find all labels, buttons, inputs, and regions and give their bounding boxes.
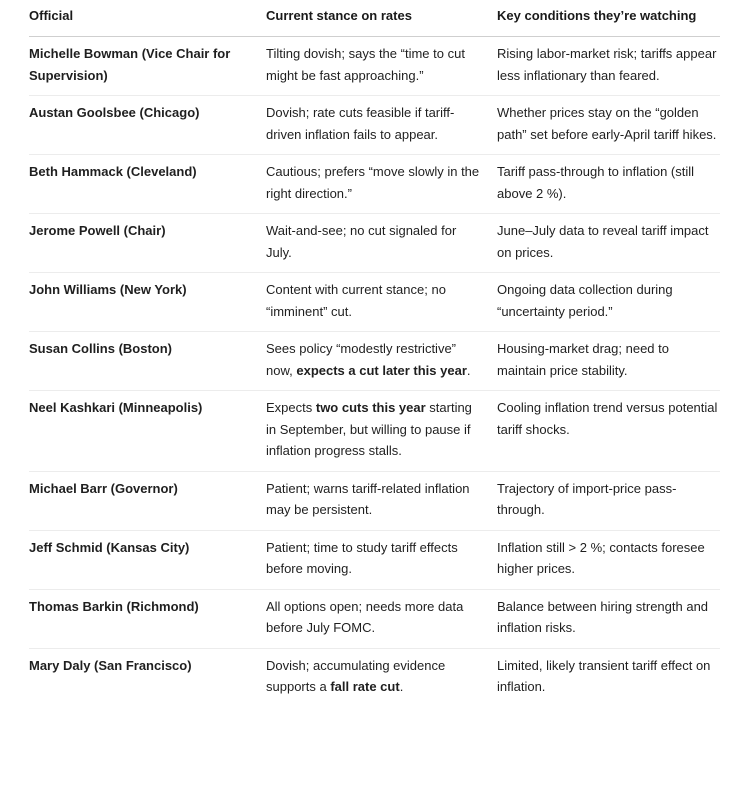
stance-cell: Dovish; rate cuts feasible if tariff-driven inflation fails to appear. [266, 96, 497, 155]
table-row [29, 273, 720, 332]
stance-text: starting in September, but willing to pause if inflation progress stalls. [266, 400, 472, 458]
table-row [29, 96, 720, 155]
table-row [29, 155, 720, 214]
stance-cell: Content with current stance; no “imminent” cut. [266, 273, 497, 332]
table-row [29, 37, 720, 96]
official-cell: Neel Kashkari (Minneapolis) [29, 391, 266, 472]
conditions-cell: Whether prices stay on the “golden path” set before early-April tariff hikes. [497, 96, 720, 155]
table-row [29, 332, 720, 391]
stance-cell: All options open; needs more data before July FOMC. [266, 589, 497, 648]
header-official: Official [29, 0, 266, 37]
table-row [29, 214, 720, 273]
stance-emphasis: fall rate cut [330, 679, 400, 694]
table-row [29, 471, 720, 530]
conditions-cell: Rising labor-market risk; tariffs appear less inflationary than feared. [497, 37, 720, 96]
official-cell: Michael Barr (Governor) [29, 471, 266, 530]
table-row [29, 391, 720, 472]
conditions-cell: Balance between hiring strength and inflation risks. [497, 589, 720, 648]
official-cell: Mary Daly (San Francisco) [29, 657, 192, 673]
stance-text: . [399, 679, 404, 694]
stance-text: Dovish; accumulating evidence supports a [266, 657, 446, 694]
official-cell: John Williams (New York) [29, 273, 266, 332]
stance-cell [266, 332, 497, 391]
official-cell: Austan Goolsbee (Chicago) [29, 96, 266, 155]
official-cell: Susan Collins (Boston) [29, 332, 266, 391]
table-row [29, 589, 720, 648]
stance-emphasis: two cuts this year [315, 400, 426, 415]
stance-cell: Tilting dovish; says the “time to cut might be fast approaching.” [266, 37, 497, 96]
header-conditions: Key conditions they’re watching [497, 0, 720, 37]
conditions-cell: Tariff pass-through to inflation (still above 2 %). [497, 155, 720, 214]
stance-emphasis: expects a cut later this year [296, 362, 467, 378]
official-cell: Michelle Bowman (Vice Chair for Supervision) [29, 37, 266, 96]
stance-text: . [466, 362, 471, 378]
stance-cell: Patient; time to study tariff effects before moving. [266, 530, 497, 589]
conditions-cell: Limited, likely transient tariff effect on inflation. [497, 657, 711, 694]
official-cell: Jerome Powell (Chair) [29, 214, 266, 273]
conditions-cell: Housing-market drag; need to maintain price stability. [497, 332, 720, 391]
stance-cell: Patient; warns tariff-related inflation may be persistent. [266, 471, 497, 530]
stance-cell: Cautious; prefers “move slowly in the right direction.” [266, 155, 497, 214]
table-header-row [29, 0, 720, 37]
conditions-cell: June–July data to reveal tariff impact on prices. [497, 214, 720, 273]
stance-text: Sees policy “modestly restrictive” now, [266, 341, 456, 378]
table-row [29, 530, 720, 589]
stance-cell: Wait-and-see; no cut signaled for July. [266, 214, 497, 273]
official-cell: Beth Hammack (Cleveland) [29, 155, 266, 214]
header-stance: Current stance on rates [266, 0, 497, 37]
official-cell: Thomas Barkin (Richmond) [29, 589, 266, 648]
fed-officials-table [29, 0, 720, 707]
table-row [29, 648, 720, 707]
conditions-cell: Inflation still > 2 %; contacts foresee higher prices. [497, 530, 720, 589]
official-cell: Jeff Schmid (Kansas City) [29, 530, 266, 589]
stance-cell [266, 648, 497, 707]
conditions-cell: Ongoing data collection during “uncertainty period.” [497, 273, 720, 332]
stance-text: Expects [266, 400, 316, 415]
stance-cell [266, 391, 497, 472]
conditions-cell: Cooling inflation trend versus potential tariff shocks. [497, 391, 720, 472]
fed-officials-table-container [29, 0, 720, 707]
conditions-cell: Trajectory of import-price pass-through. [497, 471, 720, 530]
